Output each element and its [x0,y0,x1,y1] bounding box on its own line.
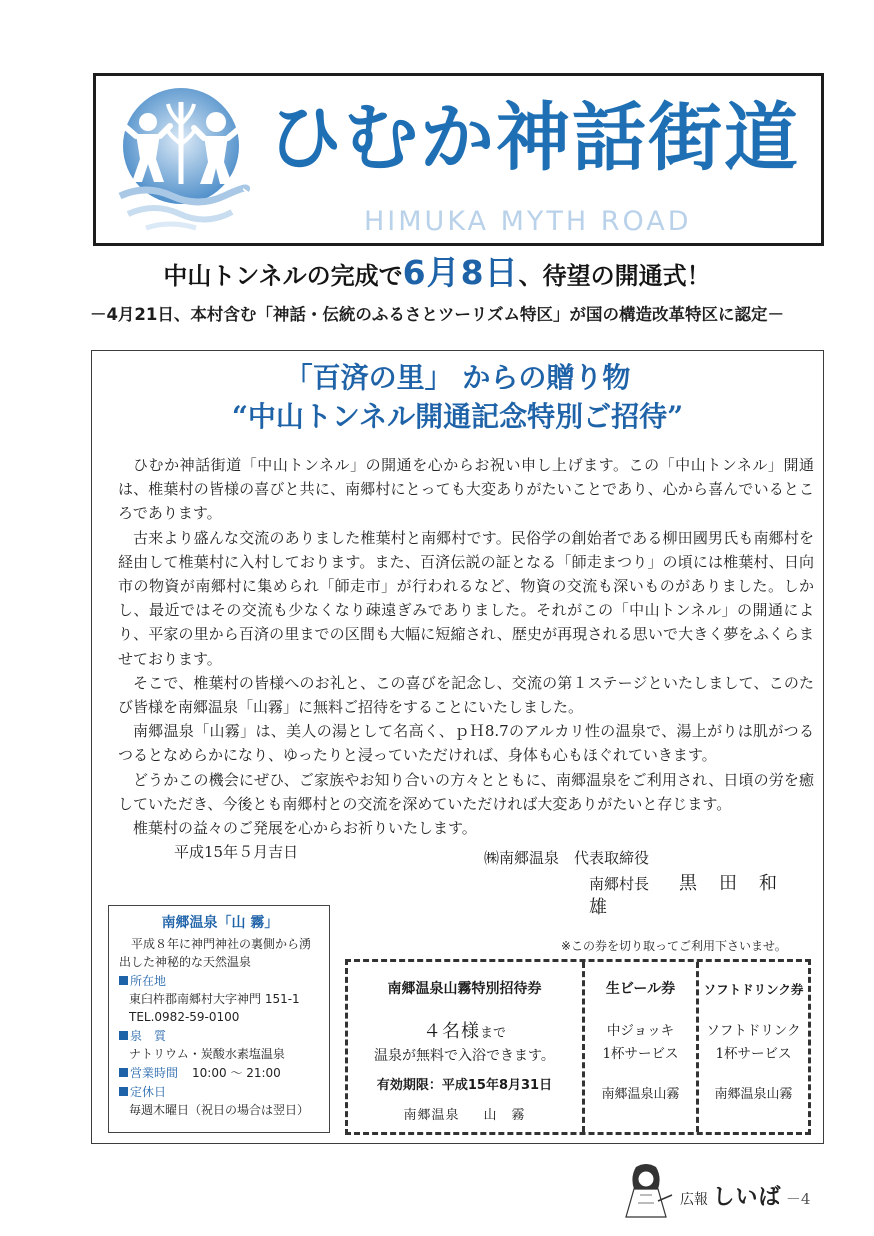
soft-line2: 1杯サービス [715,1046,792,1062]
soft-coupon-title: ソフトドリンク券 [703,982,804,997]
signer-company: ㈱南郷温泉 代表取締役 [484,849,650,867]
coupon-valid-date: 有効期限：平成15年8月31日 [376,1078,553,1093]
hours-row [119,1064,321,1082]
signer-line [589,872,823,920]
coupon-ticket[interactable] [345,959,811,1135]
square-bullet-icon [119,1068,128,1077]
coupon-note: ※この券を切り取ってご利用下さいませ。 [561,939,787,953]
info-title: 南郷温泉「山 霧」 [161,915,279,931]
coupon-place-left: 南郷温泉 [403,1108,460,1123]
coupon-place-right: 山 霧 [483,1108,526,1123]
hours-value: 10:00 ～ 21:00 [192,1066,281,1080]
square-bullet-icon [119,1031,128,1040]
headline-pre: 中山トンネルの完成で [163,262,403,290]
letter-paragraph: 古来より盛んな交流のありました椎葉村と南郷村です。民俗学の創始者である柳田國男氏も南郷村を経由して椎葉村に入村しております。また、百済伝説の証となる「師走まつり」の頃には椎葉村、日向市の物資が南郷村に集められ「師走市」が行われるなど、物資の交流も深いものがありました。しかし、最近ではその交流も少なくなり疎遠ぎみでありました。それがこの「中山トンネル」の開通により、平家の里から百済の里までの区間も大幅に短縮され、歴史が再現される思いで大きく夢をふくらませております。 [118,528,814,668]
beer-shop: 南郷温泉山霧 [601,1087,680,1102]
headline [0,255,874,294]
letter-paragraph: そこで、椎葉村の皆様へのお礼と、この喜びを記念し、交流の第１ステージといたしまして、このたび皆様を南郷温泉「山霧」に無料ご招待をすることにいたしました。 [118,673,814,717]
spring-label-text: 泉 質 [130,1029,167,1043]
coupon-count-value: ４名様 [422,1021,480,1042]
page-footer [680,1180,810,1211]
address: 東臼杵郡南郷村大字神門 151-1 [129,992,300,1006]
info-description: 平成８年に神門神社の裏側から湧出した神秘的な天然温泉 [119,937,312,969]
location-label-text: 所在地 [130,974,167,988]
coupon-count [348,1017,581,1043]
banner-subtitle: HIMUKA MYTH ROAD [364,206,692,237]
hot-spring-info-box [108,905,330,1133]
spring-label [119,1027,321,1045]
footer-small: 広報 [680,1192,708,1208]
soft-line1: ソフトドリンク [706,1023,801,1039]
hours-label-text: 営業時間 [130,1066,179,1080]
holiday-label-text: 定休日 [130,1085,167,1099]
beer-line2: 1杯サービス [602,1046,679,1062]
subheadline: －4月21日、本村含む「神話・伝統のふるさとツーリズム特区」が国の構造改革特区に認定－ [89,305,785,324]
coupon-beer-section[interactable] [582,962,696,1132]
spring-type: ナトリウム・炭酸水素塩温泉 [129,1047,285,1061]
footer-publication: しいば [712,1184,782,1210]
headline-date: 6月8日 [402,253,519,292]
letter-paragraph: 椎葉村の益々のご発展を心からお祈りいたします。 [133,819,477,838]
coupon-count-suffix: まで [479,1026,506,1041]
holiday-label [119,1083,321,1101]
coupon-soft-drink-section[interactable] [696,962,808,1132]
beer-line1: 中ジョッキ [606,1023,675,1039]
hours-label [119,1066,178,1080]
soft-shop: 南郷温泉山霧 [714,1087,793,1102]
signer-title: 南郷村長 [589,875,650,893]
letter-paragraph: 南郷温泉「山霧」は、美人の湯として名高く、ｐＨ8.7のアルカリ性の温泉で、湯上がりは肌がつるつるとなめらかになり、ゆったりと浸っていただければ、身体も心もほぐれていきます。 [118,722,814,765]
letter-title-line1: 「百済の里」 からの贈り物 [284,361,631,394]
telephone: TEL.0982-59-0100 [129,1010,240,1024]
page-number: －4 [785,1190,811,1208]
headline-post: 、待望の開通式！ [518,262,711,290]
myth-figures-logo-icon [106,84,256,234]
letter-title-line2: “中山トンネル開通記念特別ご招待” [231,400,684,433]
letter-paragraph: どうかこの機会にぜひ、ご家族やお知り合いの方々とともに、南郷温泉をご利用され、日頃の労を癒していただき、今後とも南郷村との交流を深めていただければ大変ありがたいと存じます。 [118,770,814,813]
banner-title: ひむか神話街道 [268,95,800,181]
letter-paragraph: ひむか神話街道「中山トンネル」の開通を心からお祝い申し上げます。この「中山トンネル」開通は、椎葉村の皆様の喜びと共に、南郷村にとっても大変ありがたいことであり、心から喜んでいるところであります。 [118,456,814,523]
letter-body [118,453,814,864]
letter-date: 平成15年５月吉日 [174,843,299,862]
square-bullet-icon [119,1087,128,1096]
coupon-main-section[interactable] [348,962,581,1132]
location-label [119,972,321,990]
holiday-value: 毎週木曜日（祝日の場合は翌日） [129,1103,310,1117]
beer-coupon-title: 生ビール券 [605,981,676,997]
coupon-place [348,1104,581,1123]
coupon-free-text: 温泉が無料で入浴できます。 [374,1048,555,1064]
signer-name: 黒田和雄 [589,873,800,918]
square-bullet-icon [119,976,128,985]
header-banner [93,73,824,246]
coupon-main-title: 南郷温泉山霧特別招待券 [387,981,542,997]
mascot-girl-icon [618,1161,674,1219]
